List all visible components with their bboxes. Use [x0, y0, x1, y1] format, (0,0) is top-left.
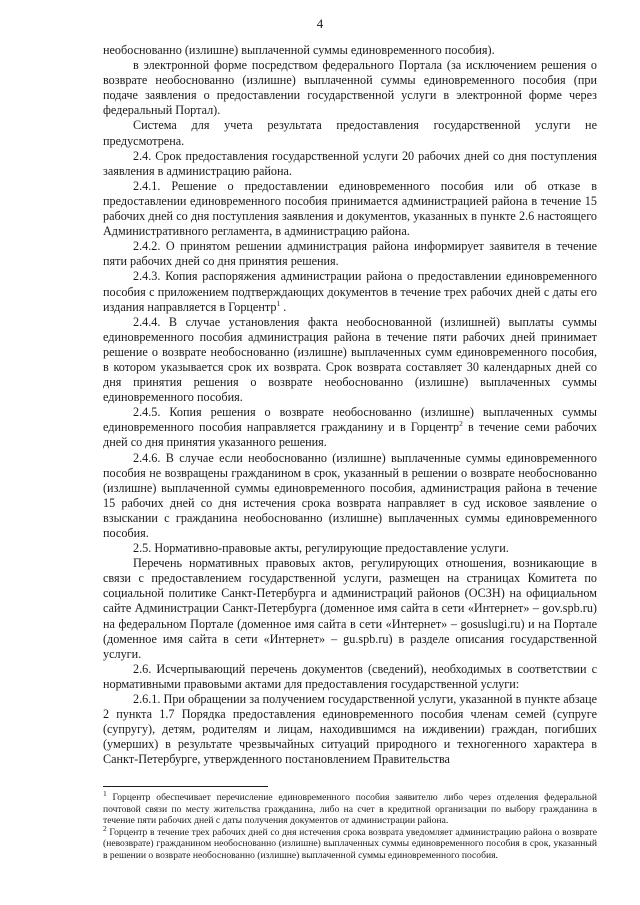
- paragraph-2-4-3-tail: .: [280, 299, 287, 314]
- paragraph-result-system: Система для учета результата предоставления государственной услуги не предусмотрена.: [103, 118, 597, 148]
- paragraph-2-5: 2.5. Нормативно-правовые акты, регулирующие предоставление услуги.: [133, 541, 509, 556]
- page-number: 4: [316, 16, 324, 31]
- paragraph-2-4-5-tail: в течение семи рабочих дней со дня принятия указанного решения.: [103, 420, 597, 450]
- paragraph-electronic-form: в электронной форме посредством федерального Портала (за исключением решения о возврате необоснованно (излишне) выплаченной суммы единовременного пособия (при подаче заявления о предоставлении государственной услуги в электронной форме через федеральный Портал).: [103, 58, 597, 118]
- paragraph-continuation: необоснованно (излишне) выплаченной суммы единовременного пособия).: [103, 43, 495, 57]
- footnote-mark-2: 2: [103, 823, 107, 833]
- footnote-2: [103, 823, 597, 862]
- paragraph-2-6-1: 2.6.1. При обращении за получением государственной услуги, указанной в пункте абзаце 2 пункта 1.7 Порядка предоставления единовременного пособия членам семей (супруге (супругу), детям, родителям и лицам, находившимся на иждивении) граждан, погибших (умерших) в результате чрезвычайных ситуаций природного и техногенного характера в Санкт-Петербурге, утвержденного постановлением Правительства: [103, 692, 597, 767]
- paragraph-2-4-4: 2.4.4. В случае установления факта необоснованной (излишней) выплаты суммы единовременного пособия администрация района в течение пяти рабочих дней принимает решение о возврате необоснованно (излишне) выплаченных сумм единовременного пособия, в котором указывается срок их возврата. Срок возврата составляет 30 календарных дней со дня принятия решения о возврате необоснованно (излишне) выплаченных суммы единовременного пособия.: [103, 314, 597, 405]
- paragraph-2-4-3: [103, 269, 597, 314]
- footnote-2-text: Горцентр в течение трех рабочих дней со дня истечения срока возврата уведомляет администрацию района о возврате (невозврате) гражданином необоснованно (излишне) выплаченных суммы единовременного пособия в срок, указанный в решении о возврате необоснованно (излишне) выплаченной суммы единовременного пособия.: [103, 826, 597, 861]
- paragraph-2-4: 2.4. Срок предоставления государственной услуги 20 рабочих дней со дня поступления заявления в администрацию района.: [103, 148, 597, 178]
- footnote-1: [103, 788, 597, 827]
- paragraph-2-4-5: [103, 405, 597, 450]
- paragraph-2-4-6: 2.4.6. В случае если необоснованно (излишне) выплаченные суммы единовременного пособия не возвращены гражданином в срок, указанный в решении о возврате необоснованно (излишне) выплаченной суммы единовременного пособия, администрация района в течение 15 рабочих дней со дня истечения срока возврата направляет в суд исковое заявление о взыскании с гражданина необоснованно (излишне) выплаченных суммы единовременного пособия.: [103, 450, 597, 540]
- paragraph-2-4-2: 2.4.2. О принятом решении администрация района информирует заявителя в течение пяти рабочих дней со дня принятия решения.: [103, 239, 597, 269]
- paragraph-2-4-5-text: 2.4.5. Копия решения о возврате необоснованно (излишне) выплаченных суммы единовременного пособия направляется гражданину и в Горцентр: [103, 405, 597, 435]
- footnotes: [103, 788, 597, 862]
- footnote-mark-1: 1: [103, 788, 107, 798]
- footnote-ref-2: 2: [459, 419, 463, 429]
- paragraph-2-6: 2.6. Исчерпывающий перечень документов (сведений), необходимых в соответствии с нормативными правовыми актами для предоставления государственной услуги:: [103, 661, 597, 691]
- footnote-divider: [103, 786, 268, 787]
- paragraph-2-4-1: 2.4.1. Решение о предоставлении единовременного пособия или об отказе в предоставлении единовременного пособия принимается администрацией района в течение 15 рабочих дней со дня поступления заявления и документов, указанных в пункте 2.6 настоящего Административного регламента, в администрацию района.: [103, 178, 597, 239]
- paragraph-2-4-3-text: 2.4.3. Копия распоряжения администрации района о предоставлении единовременного пособия с приложением подтверждающих документов в течение трех рабочих дней с даты его издания направляется в Горцентр: [103, 269, 597, 314]
- paragraph-legal-acts-list: Перечень нормативных правовых актов, регулирующих отношения, возникающие в связи с предоставлением государственной услуги, размещен на страницах Комитета по социальной политике Санкт-Петербурга и администраций районов (ОСЗН) на официальном сайте Администрации Санкт-Петербурга (доменное имя сайта в сети «Интернет» – gov.spb.ru) на федеральном Портале (доменное имя сайта в сети «Интернет» – gosuslugi.ru) и на Портале (доменное имя сайта в сети «Интернет» – gu.spb.ru) в разделе описания государственной услуги.: [103, 556, 597, 661]
- footnote-ref-1: 1: [276, 298, 281, 308]
- body-text: [103, 43, 597, 768]
- footnote-1-text: Горцентр обеспечивает перечисление единовременного пособия заявителю либо через отделения федеральной почтовой связи по месту жительства гражданина, либо на счет в кредитной организации по выбору гражданина в течение пяти рабочих дней с даты получения документов от администрации района.: [103, 792, 597, 827]
